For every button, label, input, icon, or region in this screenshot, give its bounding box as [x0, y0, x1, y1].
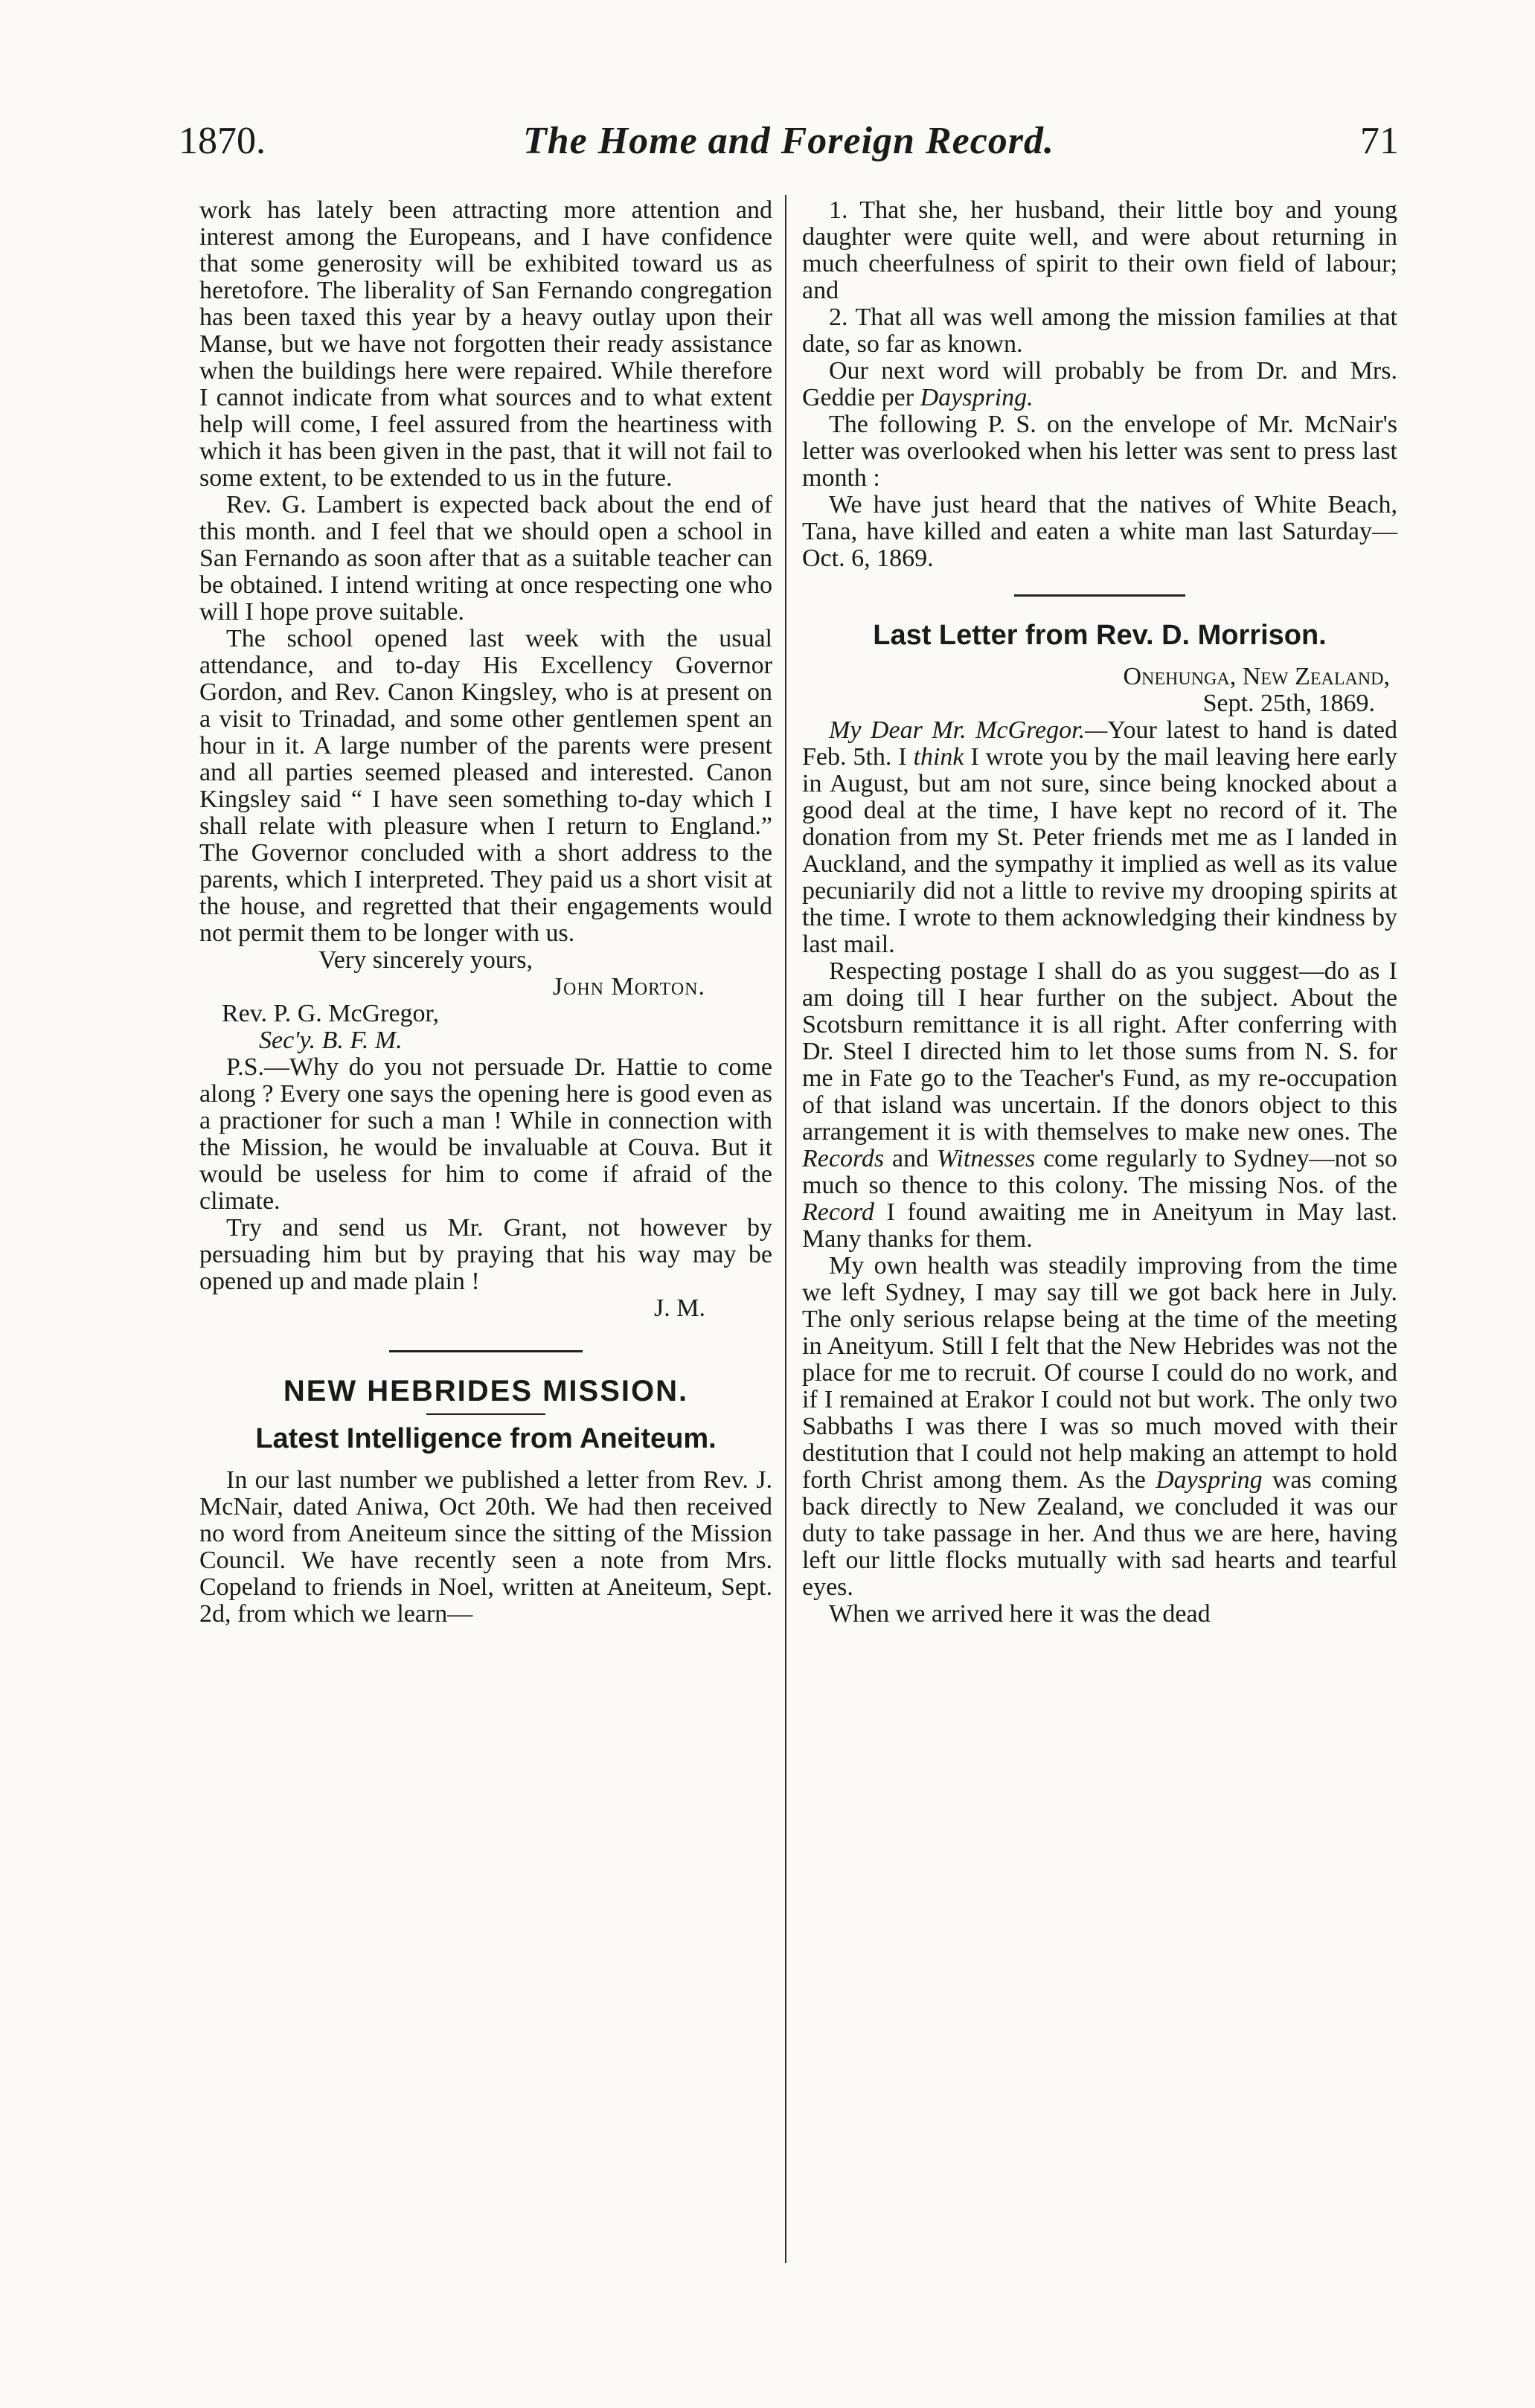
- postscript: P.S.—Why do you not persuade Dr. Hattie to come along ? Every one says the opening here is good even as a practioner for such a man ! While in connection with the Mission, he would be invaluable at Couva. But it would be useless for him to come if afraid of the climate.: [199, 1053, 772, 1215]
- text-run: Respecting postage I shall do as you suggest—do as I am doing till I hear further on the subject. About the Scotsburn remittance it is all right. After conferring with Dr. Steel I directed him to let those sums from N. S. for me in Fate go to the Teacher's Fund, as my re-occupation of that island was uncertain. If the donors object to this arrangement it is with themselves to make new ones. The: [802, 957, 1397, 1146]
- letter-addressee: Rev. P. G. McGregor,: [222, 1000, 440, 1027]
- dateline-date: Sept. 25th, 1869.: [1202, 690, 1375, 717]
- postscript: Try and send us Mr. Grant, not however by persuading him but by praying that his way may be opened up and made plain !: [199, 1214, 772, 1295]
- ship-name: Dayspring.: [920, 384, 1034, 411]
- paragraph: [802, 958, 1397, 1253]
- heading-rule: [426, 1413, 545, 1415]
- ship-name: Dayspring: [1156, 1466, 1263, 1494]
- emphasis: Records: [802, 1145, 885, 1172]
- paragraph: In our last number we published a letter from Rev. J. McNair, dated Aniwa, Oct 20th. We had then received no word from Aneiteum since the sitting of the Mission Council. We have recently seen a note from Mrs. Copeland to friends in Noel, written at Aneiteum, Sept. 2d, from which we learn—: [199, 1466, 772, 1628]
- letter-heading: Last Letter from Rev. D. Morrison.: [873, 620, 1327, 651]
- emphasis: Witnesses: [936, 1145, 1036, 1172]
- section-rule: [389, 1350, 583, 1352]
- text-run: I found awaiting me in Aneityum in May last. Many thanks for them.: [802, 1198, 1397, 1253]
- salutation: My Dear Mr. McGregor.—: [829, 716, 1108, 744]
- text-run: My own health was steadily improving from the time we left Sydney, I may say till we got back here in July. The only serious relapse being at the time of the meeting in Aneityum. Still I felt that the New Hebrides was not the place for me to recruit. Of course I could do no work, and if I remained at Erakor I could not but work. The only two Sabbaths I was there I was so much moved with their destitution that I could not help making an attempt to hold forth Christ among them. As the: [802, 1252, 1397, 1494]
- list-item: 2. That all was well among the mission families at that date, so far as known.: [802, 304, 1397, 358]
- letter-closing: Very sincerely yours,: [318, 946, 533, 974]
- paragraph: The school opened last week with the usual attendance, and to-day His Excellency Governor Gordon, and Rev. Canon Kingsley, who is at present on a visit to Trinadad, and some other gentlemen spent an hour in it. A large number of the parents were present and all parties seemed pleased and interested. Canon Kingsley said “ I have seen something to-day which I shall relate with pleasure when I return to England.” The Governor concluded with a short address to the parents, which I interpreted. They paid us a short visit at the house, and regretted that their engagements would not permit them to be longer with us.: [199, 625, 772, 947]
- paragraph: [802, 1253, 1397, 1601]
- paragraph: work has lately been attracting more attention and interest among the Europeans, and I have confidence that some generosity will be exhibited toward us as heretofore. The liberality of San Fernando congregation has been taxed this year by a heavy outlay upon their Manse, but we have not forgotten their ready assistance when the buildings here were repaired. While therefore I cannot indicate from what sources and to what extent help will come, I feel assured from the heartiness with which it has been given in the past, that it will not fail to some extent, to be extended to us in the future.: [199, 196, 772, 492]
- text-run: was coming back directly to New Zealand, we concluded it was our duty to take passage in her. And thus we are here, having left our little flocks mutually with sad hearts and tearful eyes.: [802, 1466, 1398, 1601]
- paragraph: The following P. S. on the envelope of Mr. McNair's letter was overlooked when his letter was sent to press last month :: [802, 411, 1397, 492]
- publication-title: The Home and Foreign Record.: [522, 120, 1055, 162]
- left-column: [199, 197, 772, 1628]
- paragraph: We have just heard that the natives of White Beach, Tana, have killed and eaten a white man last Saturday—Oct. 6, 1869.: [802, 491, 1397, 572]
- addressee-title: Sec'y. B. F. M.: [259, 1027, 403, 1054]
- text-run: I wrote you by the mail leaving here early in August, but am not sure, since being knocked about a good deal at the time, I have kept no record of it. The donation from my St. Peter friends met me as I landed in Auckland, and the sympathy it implied as well as its value pecuniarily did not a little to revive my drooping spirits at the time. I wrote to them acknowledging their kindness by last mail.: [802, 743, 1397, 958]
- paragraph: Rev. G. Lambert is expected back about the end of this month. and I feel that we should open a school in San Fernando as soon after that as a suitable teacher can be obtained. I intend writing at once respecting one who will I hope prove suitable.: [199, 491, 772, 626]
- dateline-place: Onehunga, New Zealand,: [1123, 663, 1390, 690]
- page-header: [179, 112, 1399, 171]
- column-divider: [785, 195, 786, 2263]
- list-item: 1. That she, her husband, their little boy and young daughter were quite well, and were about returning in much cheerfulness of spirit to their own field of labour; and: [802, 196, 1397, 304]
- text-run: Our next word will probably be from Dr. and Mrs. Geddie per: [802, 357, 1397, 411]
- right-column: [802, 197, 1397, 1628]
- page-number: 71: [1360, 120, 1399, 162]
- text-run: Your latest to hand is dated Feb. 5th. I: [802, 716, 1397, 771]
- paragraph: [802, 717, 1397, 958]
- initials: J. M.: [654, 1294, 705, 1322]
- section-heading: NEW HEBRIDES MISSION.: [283, 1375, 689, 1407]
- paragraph: When we arrived here it was the dead: [829, 1600, 1211, 1628]
- emphasis: think: [913, 743, 964, 771]
- emphasis: Record: [802, 1198, 874, 1226]
- header-year: 1870.: [179, 120, 266, 162]
- paragraph: [802, 358, 1397, 411]
- letter-signature: John Morton.: [552, 973, 705, 1001]
- section-rule: [1014, 594, 1185, 597]
- text-run: come regularly to Sydney—not so much so thence to this colony. The missing Nos. of the: [802, 1145, 1397, 1199]
- text-run: and: [884, 1145, 937, 1172]
- sub-heading: Latest Intelligence from Aneiteum.: [255, 1423, 717, 1454]
